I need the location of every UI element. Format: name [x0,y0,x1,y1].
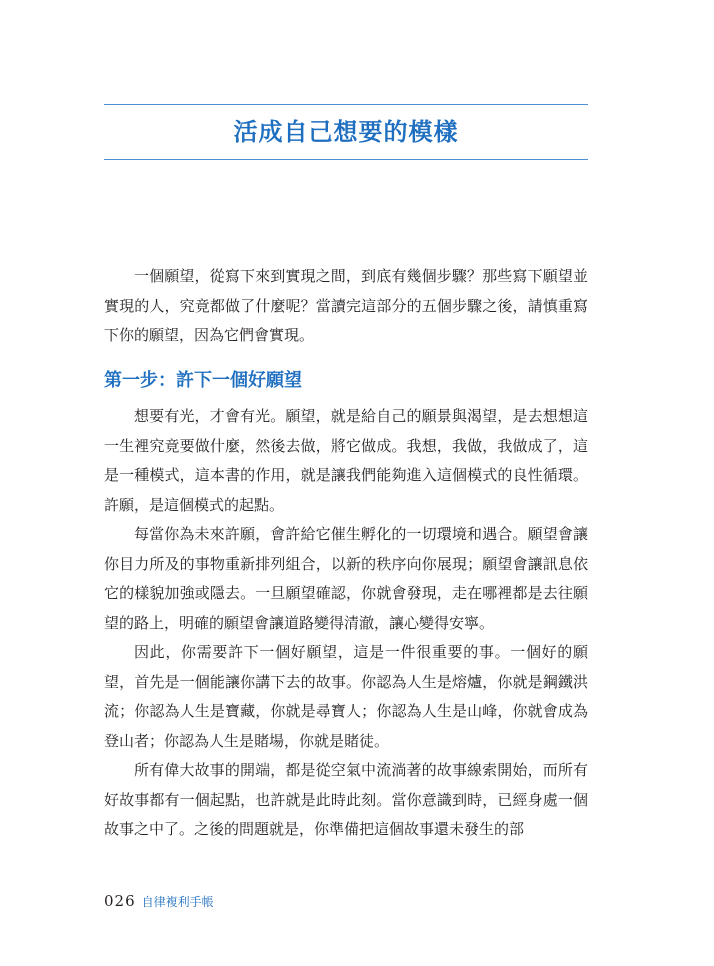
body-paragraph-2: 每當你為未來許願，會許給它催生孵化的一切環境和遇合。願望會讓你目力所及的事物重新排列組合，以新的秩序向你展現；願望會讓訊息依它的樣貌加強或隱去。一旦願望確認，你就會發現，走在哪裡都是去往願望的路上，明確的願望會讓道路變得清澈，讓心變得安寧。 [104,525,588,632]
intro-text [104,262,588,351]
title-rule-top [104,104,588,105]
title-rule-bottom [104,159,588,160]
body-paragraph-1: 想要有光，才會有光。願望，就是給自己的願景與渴望，是去想想這一生裡究竟要做什麼，然後去做，將它做成。我想，我做，我做成了，這是一種模式，這本書的作用，就是讓我們能夠進入這個模式的良性循環。許願，是這個模式的起點。 [104,407,588,514]
intro-paragraph: 一個願望，從寫下來到實現之間，到底有幾個步驟？那些寫下願望並實現的人，究竟都做了什麼呢？當讀完這部分的五個步驟之後，請慎重寫下你的願望，因為它們會實現。 [104,267,588,344]
body-paragraph-4: 所有偉大故事的開端，都是從空氣中流淌著的故事線索開始，而所有好故事都有一個起點，也許就是此時此刻。當你意識到時，已經身處一個故事之中了。之後的問題就是，你準備把這個故事還未發生的部 [104,761,588,838]
page-footer [104,890,214,912]
body-paragraph-3: 因此，你需要許下一個好願望，這是一件很重要的事。一個好的願望，首先是一個能讓你講下去的故事。你認為人生是熔爐，你就是鋼鐵洪流；你認為人生是寶藏，你就是尋寶人；你認為人生是山峰，你就會成為登山者；你認為人生是賭場，你就是賭徒。 [104,643,588,750]
section-heading: 第一步：許下一個好願望 [104,370,302,391]
page-number: 026 [104,892,136,910]
section-body [104,402,588,845]
running-book-title: 自律複利手帳 [141,895,214,909]
chapter-title: 活成自己想要的模樣 [233,118,459,146]
